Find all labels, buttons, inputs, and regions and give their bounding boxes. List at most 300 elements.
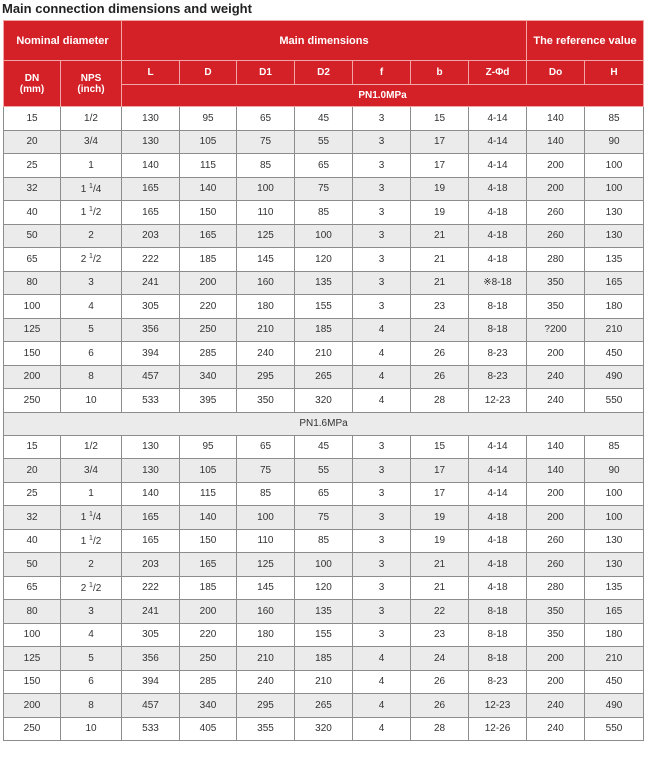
cell-z-phid: 4-18 — [469, 529, 527, 553]
cell-f: 4 — [353, 694, 411, 718]
table-row — [4, 553, 644, 577]
cell-z-phid: 8-18 — [469, 295, 527, 319]
cell-z-phid: 12-23 — [469, 389, 527, 413]
table-row — [4, 154, 644, 178]
cell-z-phid: 4-14 — [469, 482, 527, 506]
cell-dn: 50 — [4, 553, 61, 577]
cell-z-phid: 4-18 — [469, 177, 527, 201]
table-row — [4, 201, 644, 225]
cell-f: 3 — [353, 600, 411, 624]
cell-nps: 1 $^1$/4 — [61, 506, 122, 530]
cell-b: 24 — [411, 647, 469, 671]
header-col-z-phid: Z-Φd — [469, 61, 527, 85]
table-row — [4, 224, 644, 248]
cell-d2: 55 — [295, 130, 353, 154]
table-row — [4, 694, 644, 718]
cell-h: 210 — [585, 318, 644, 342]
cell-dn: 40 — [4, 529, 61, 553]
cell-do: 350 — [527, 271, 585, 295]
cell-z-phid: 8-18 — [469, 623, 527, 647]
cell-d2: 100 — [295, 553, 353, 577]
cell-b: 26 — [411, 670, 469, 694]
cell-z-phid: 4-14 — [469, 130, 527, 154]
cell-l: 140 — [122, 154, 180, 178]
cell-nps: 5 — [61, 318, 122, 342]
cell-dn: 125 — [4, 647, 61, 671]
table-row — [4, 389, 644, 413]
page-title: Main connection dimensions and weight — [2, 1, 252, 16]
cell-do: 240 — [527, 694, 585, 718]
cell-d2: 185 — [295, 318, 353, 342]
cell-do: 200 — [527, 647, 585, 671]
cell-l: 533 — [122, 389, 180, 413]
table-row — [4, 295, 644, 319]
cell-h: 90 — [585, 130, 644, 154]
cell-h: 90 — [585, 459, 644, 483]
cell-f: 3 — [353, 107, 411, 131]
cell-d: 95 — [180, 107, 237, 131]
cell-d: 115 — [180, 154, 237, 178]
cell-d1: 75 — [237, 130, 295, 154]
cell-d: 105 — [180, 130, 237, 154]
cell-d: 185 — [180, 576, 237, 600]
cell-d: 200 — [180, 271, 237, 295]
cell-d: 405 — [180, 717, 237, 741]
cell-f: 3 — [353, 201, 411, 225]
cell-d1: 85 — [237, 154, 295, 178]
cell-d1: 75 — [237, 459, 295, 483]
cell-dn: 50 — [4, 224, 61, 248]
cell-d: 250 — [180, 318, 237, 342]
cell-z-phid: 4-18 — [469, 506, 527, 530]
cell-f: 3 — [353, 576, 411, 600]
cell-do: 200 — [527, 154, 585, 178]
cell-f: 3 — [353, 553, 411, 577]
cell-f: 4 — [353, 365, 411, 389]
header-nps — [61, 61, 122, 107]
cell-h: 490 — [585, 694, 644, 718]
cell-z-phid: 4-14 — [469, 154, 527, 178]
cell-b: 17 — [411, 459, 469, 483]
cell-h: 100 — [585, 154, 644, 178]
cell-nps: 2 — [61, 224, 122, 248]
cell-d: 165 — [180, 553, 237, 577]
cell-d1: 295 — [237, 694, 295, 718]
cell-dn: 65 — [4, 248, 61, 272]
cell-dn: 200 — [4, 365, 61, 389]
cell-d1: 100 — [237, 506, 295, 530]
cell-b: 19 — [411, 177, 469, 201]
cell-f: 3 — [353, 224, 411, 248]
cell-f: 4 — [353, 318, 411, 342]
cell-do: ?200 — [527, 318, 585, 342]
cell-d: 140 — [180, 506, 237, 530]
cell-b: 17 — [411, 154, 469, 178]
header-pn10: PN1.0MPa — [122, 85, 644, 107]
cell-d2: 210 — [295, 342, 353, 366]
cell-l: 394 — [122, 670, 180, 694]
cell-nps: 1 $^1$/2 — [61, 529, 122, 553]
cell-l: 222 — [122, 248, 180, 272]
cell-dn: 32 — [4, 506, 61, 530]
cell-f: 4 — [353, 670, 411, 694]
cell-h: 450 — [585, 342, 644, 366]
cell-nps: 3 — [61, 271, 122, 295]
cell-z-phid: 8-18 — [469, 318, 527, 342]
dimensions-table — [3, 20, 644, 741]
cell-f: 3 — [353, 248, 411, 272]
cell-dn: 40 — [4, 201, 61, 225]
cell-dn: 65 — [4, 576, 61, 600]
cell-d1: 160 — [237, 271, 295, 295]
header-dn-unit: (mm) — [19, 83, 45, 95]
cell-z-phid: 4-18 — [469, 248, 527, 272]
cell-d2: 120 — [295, 576, 353, 600]
cell-z-phid: 8-18 — [469, 600, 527, 624]
cell-d1: 65 — [237, 107, 295, 131]
cell-d2: 155 — [295, 623, 353, 647]
cell-d2: 75 — [295, 506, 353, 530]
cell-do: 140 — [527, 107, 585, 131]
cell-nps: 1 — [61, 482, 122, 506]
cell-d2: 85 — [295, 201, 353, 225]
header-nps-label: NPS — [80, 72, 102, 84]
cell-do: 260 — [527, 553, 585, 577]
cell-d2: 85 — [295, 529, 353, 553]
cell-h: 550 — [585, 717, 644, 741]
cell-nps: 10 — [61, 717, 122, 741]
cell-l: 165 — [122, 529, 180, 553]
cell-d1: 350 — [237, 389, 295, 413]
cell-nps: 1/2 — [61, 435, 122, 459]
cell-l: 356 — [122, 647, 180, 671]
cell-f: 3 — [353, 459, 411, 483]
cell-d: 95 — [180, 435, 237, 459]
cell-f: 4 — [353, 647, 411, 671]
cell-h: 210 — [585, 647, 644, 671]
cell-nps: 2 $^1$/2 — [61, 248, 122, 272]
cell-b: 21 — [411, 248, 469, 272]
cell-l: 222 — [122, 576, 180, 600]
table-row — [4, 506, 644, 530]
cell-nps: 5 — [61, 647, 122, 671]
cell-d2: 65 — [295, 482, 353, 506]
cell-nps: 2 — [61, 553, 122, 577]
cell-do: 260 — [527, 224, 585, 248]
cell-b: 21 — [411, 576, 469, 600]
table-row — [4, 576, 644, 600]
cell-do: 240 — [527, 365, 585, 389]
cell-z-phid: 12-26 — [469, 717, 527, 741]
cell-d1: 85 — [237, 482, 295, 506]
cell-d2: 55 — [295, 459, 353, 483]
cell-d: 340 — [180, 365, 237, 389]
cell-dn: 20 — [4, 459, 61, 483]
cell-l: 356 — [122, 318, 180, 342]
cell-f: 3 — [353, 506, 411, 530]
cell-do: 140 — [527, 459, 585, 483]
cell-do: 280 — [527, 576, 585, 600]
cell-l: 130 — [122, 459, 180, 483]
table-row — [4, 670, 644, 694]
cell-h: 165 — [585, 271, 644, 295]
cell-d2: 135 — [295, 600, 353, 624]
cell-h: 100 — [585, 482, 644, 506]
cell-do: 260 — [527, 201, 585, 225]
cell-b: 23 — [411, 295, 469, 319]
cell-b: 23 — [411, 623, 469, 647]
cell-f: 3 — [353, 482, 411, 506]
cell-l: 241 — [122, 271, 180, 295]
cell-l: 203 — [122, 553, 180, 577]
cell-z-phid: 4-18 — [469, 201, 527, 225]
cell-d2: 120 — [295, 248, 353, 272]
cell-nps: 3 — [61, 600, 122, 624]
header-nps-unit: (inch) — [77, 83, 105, 95]
cell-b: 17 — [411, 130, 469, 154]
cell-nps: 4 — [61, 623, 122, 647]
cell-d2: 265 — [295, 365, 353, 389]
cell-dn: 250 — [4, 389, 61, 413]
cell-d2: 65 — [295, 154, 353, 178]
table-row — [4, 107, 644, 131]
cell-d1: 180 — [237, 295, 295, 319]
header-main-dimensions: Main dimensions — [122, 21, 527, 61]
table-row — [4, 647, 644, 671]
cell-nps: 6 — [61, 342, 122, 366]
cell-d: 285 — [180, 670, 237, 694]
cell-do: 200 — [527, 670, 585, 694]
cell-do: 240 — [527, 717, 585, 741]
cell-l: 130 — [122, 435, 180, 459]
cell-dn: 32 — [4, 177, 61, 201]
table-row — [4, 130, 644, 154]
cell-d2: 135 — [295, 271, 353, 295]
cell-dn: 150 — [4, 670, 61, 694]
cell-nps: 2 $^1$/2 — [61, 576, 122, 600]
cell-b: 15 — [411, 107, 469, 131]
cell-d1: 100 — [237, 177, 295, 201]
header-dn-label: DN — [24, 72, 40, 84]
cell-dn: 15 — [4, 107, 61, 131]
cell-do: 350 — [527, 623, 585, 647]
cell-f: 3 — [353, 435, 411, 459]
cell-d1: 210 — [237, 318, 295, 342]
cell-d2: 265 — [295, 694, 353, 718]
cell-b: 26 — [411, 365, 469, 389]
table-row — [4, 529, 644, 553]
cell-l: 305 — [122, 295, 180, 319]
cell-do: 280 — [527, 248, 585, 272]
cell-h: 100 — [585, 506, 644, 530]
cell-d2: 320 — [295, 389, 353, 413]
cell-h: 450 — [585, 670, 644, 694]
cell-nps: 8 — [61, 694, 122, 718]
cell-d2: 210 — [295, 670, 353, 694]
cell-d: 285 — [180, 342, 237, 366]
cell-h: 550 — [585, 389, 644, 413]
table-row — [4, 482, 644, 506]
cell-nps: 8 — [61, 365, 122, 389]
cell-nps: 10 — [61, 389, 122, 413]
cell-b: 28 — [411, 389, 469, 413]
cell-f: 3 — [353, 295, 411, 319]
cell-do: 240 — [527, 389, 585, 413]
cell-do: 140 — [527, 130, 585, 154]
cell-z-phid: 8-23 — [469, 342, 527, 366]
cell-dn: 25 — [4, 482, 61, 506]
cell-h: 165 — [585, 600, 644, 624]
cell-l: 165 — [122, 177, 180, 201]
cell-d: 105 — [180, 459, 237, 483]
cell-d1: 145 — [237, 576, 295, 600]
cell-l: 533 — [122, 717, 180, 741]
cell-d: 200 — [180, 600, 237, 624]
cell-d2: 320 — [295, 717, 353, 741]
table-row — [4, 365, 644, 389]
cell-d: 115 — [180, 482, 237, 506]
cell-d1: 160 — [237, 600, 295, 624]
cell-d1: 65 — [237, 435, 295, 459]
cell-f: 3 — [353, 177, 411, 201]
cell-d2: 45 — [295, 107, 353, 131]
cell-d2: 100 — [295, 224, 353, 248]
cell-b: 21 — [411, 271, 469, 295]
table-row — [4, 623, 644, 647]
cell-f: 3 — [353, 271, 411, 295]
cell-h: 135 — [585, 576, 644, 600]
cell-dn: 100 — [4, 623, 61, 647]
section-label-pn16: PN1.6MPa — [4, 412, 644, 435]
cell-b: 28 — [411, 717, 469, 741]
cell-z-phid: 4-14 — [469, 435, 527, 459]
cell-b: 26 — [411, 342, 469, 366]
cell-dn: 80 — [4, 600, 61, 624]
cell-d: 150 — [180, 529, 237, 553]
cell-dn: 80 — [4, 271, 61, 295]
cell-f: 3 — [353, 623, 411, 647]
cell-h: 85 — [585, 435, 644, 459]
header-reference-value: The reference value — [527, 21, 644, 61]
cell-l: 203 — [122, 224, 180, 248]
table-row — [4, 318, 644, 342]
cell-d: 250 — [180, 647, 237, 671]
cell-b: 17 — [411, 482, 469, 506]
cell-f: 4 — [353, 389, 411, 413]
cell-l: 130 — [122, 130, 180, 154]
header-nominal-diameter: Nominal diameter — [4, 21, 122, 61]
cell-l: 140 — [122, 482, 180, 506]
cell-nps: 1 $^1$/2 — [61, 201, 122, 225]
cell-b: 21 — [411, 224, 469, 248]
cell-h: 100 — [585, 177, 644, 201]
cell-dn: 20 — [4, 130, 61, 154]
header-col-f: f — [353, 61, 411, 85]
table-row — [4, 248, 644, 272]
cell-nps: 4 — [61, 295, 122, 319]
table-header — [4, 21, 644, 107]
table-row — [4, 717, 644, 741]
cell-do: 200 — [527, 482, 585, 506]
cell-f: 4 — [353, 717, 411, 741]
cell-l: 165 — [122, 201, 180, 225]
cell-d1: 125 — [237, 224, 295, 248]
cell-d: 150 — [180, 201, 237, 225]
cell-do: 350 — [527, 600, 585, 624]
header-col-d: D — [180, 61, 237, 85]
cell-dn: 100 — [4, 295, 61, 319]
cell-do: 350 — [527, 295, 585, 319]
cell-z-phid: 4-18 — [469, 576, 527, 600]
cell-d1: 295 — [237, 365, 295, 389]
section-row-pn16 — [4, 412, 644, 435]
cell-h: 85 — [585, 107, 644, 131]
cell-d1: 145 — [237, 248, 295, 272]
header-col-h: H — [585, 61, 644, 85]
cell-z-phid: 8-18 — [469, 647, 527, 671]
cell-b: 19 — [411, 529, 469, 553]
cell-l: 457 — [122, 365, 180, 389]
cell-z-phid: ※8-18 — [469, 271, 527, 295]
cell-h: 130 — [585, 224, 644, 248]
header-col-l: L — [122, 61, 180, 85]
cell-h: 135 — [585, 248, 644, 272]
cell-do: 140 — [527, 435, 585, 459]
table-row — [4, 342, 644, 366]
cell-d1: 180 — [237, 623, 295, 647]
cell-z-phid: 4-14 — [469, 107, 527, 131]
cell-dn: 150 — [4, 342, 61, 366]
cell-z-phid: 4-14 — [469, 459, 527, 483]
cell-nps: 1 $^1$/4 — [61, 177, 122, 201]
cell-d: 220 — [180, 295, 237, 319]
cell-do: 200 — [527, 342, 585, 366]
cell-d2: 185 — [295, 647, 353, 671]
cell-d1: 355 — [237, 717, 295, 741]
cell-nps: 3/4 — [61, 459, 122, 483]
cell-d1: 210 — [237, 647, 295, 671]
table-row — [4, 435, 644, 459]
header-col-do: Do — [527, 61, 585, 85]
cell-h: 130 — [585, 553, 644, 577]
cell-b: 26 — [411, 694, 469, 718]
cell-b: 15 — [411, 435, 469, 459]
cell-l: 241 — [122, 600, 180, 624]
cell-dn: 200 — [4, 694, 61, 718]
cell-d2: 45 — [295, 435, 353, 459]
cell-do: 200 — [527, 506, 585, 530]
cell-dn: 125 — [4, 318, 61, 342]
cell-h: 130 — [585, 201, 644, 225]
cell-do: 260 — [527, 529, 585, 553]
cell-z-phid: 8-23 — [469, 670, 527, 694]
cell-z-phid: 8-23 — [469, 365, 527, 389]
cell-nps: 6 — [61, 670, 122, 694]
table-body — [4, 107, 644, 741]
cell-b: 24 — [411, 318, 469, 342]
cell-d: 220 — [180, 623, 237, 647]
cell-b: 22 — [411, 600, 469, 624]
cell-dn: 250 — [4, 717, 61, 741]
cell-d1: 240 — [237, 342, 295, 366]
cell-l: 394 — [122, 342, 180, 366]
table-row — [4, 600, 644, 624]
cell-b: 19 — [411, 201, 469, 225]
cell-d: 140 — [180, 177, 237, 201]
cell-f: 3 — [353, 130, 411, 154]
cell-h: 130 — [585, 529, 644, 553]
header-dn — [4, 61, 61, 107]
